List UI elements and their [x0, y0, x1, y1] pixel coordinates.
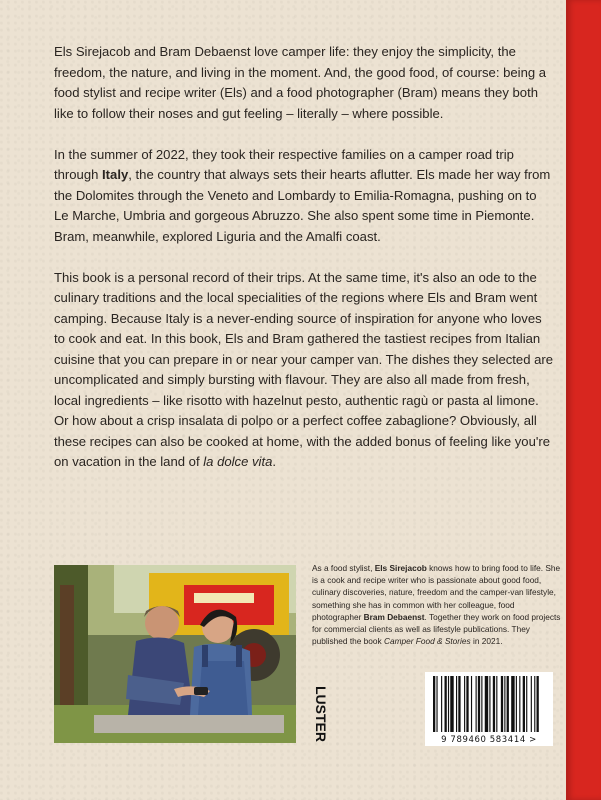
author-bio: As a food stylist, Els Sirejacob knows how to bring food to life. She is a cook and recipe writer who is passionate about good food, culinary discoveries, nature, freedom and the camper-van lifestyle, something she has in common with her colleague, food photographer Bram Debaenst. Together they work on food projects for commercial clients as well as lifestyle publications. They published the book Camper Food & Stories in 2021. — [312, 563, 561, 647]
publisher-logo-text: LUSTER — [313, 686, 329, 742]
author-photo-illustration — [54, 565, 296, 743]
author-name-els: Els Sirejacob — [374, 563, 427, 573]
author-name-bram: Bram Debaenst — [363, 611, 425, 622]
dolce-vita-italic: la dolce vita — [203, 454, 273, 469]
publisher-logo — [301, 685, 329, 743]
isbn-barcode — [425, 672, 553, 746]
blurb-paragraph-1: Els Sirejacob and Bram Debaenst love camper life: they enjoy the simplicity, the freedom, the nature, and living in the moment. And, the good food, of course: being a food stylist and recipe writer (Els) and a food photographer (Bram) means they both like to follow their noses and gut feeling – literally – where possible. — [54, 44, 547, 121]
barcode-bars — [425, 672, 553, 734]
italy-highlight: Italy — [102, 167, 129, 182]
cover-blurb — [54, 42, 554, 493]
author-photo — [54, 565, 296, 743]
blurb-paragraph-2: In the summer of 2022, they took their respective families on a camper road trip through Italy, the country that always sets their hearts aflutter. Els made her way from the Dolomites through the Veneto and Lombardy to Emilia-Romagna, pushing on to Le Marche, Umbria and gorgeous Abruzzo. She also spent some time in Piemonte. Bram, meanwhile, explored Liguria and the Amalfi coast. — [54, 146, 551, 244]
red-spine — [566, 0, 601, 800]
blurb-paragraph-3: This book is a personal record of their trips. At the same time, it's also an ode to the culinary traditions and the local specialities of the regions where Els and Bram went camping. Because Italy is a never-ending source of inspiration for anyone who loves to cook and eat. In this book, Els and Bram gathered the tastiest recipes from Italian cuisine that you can prepare in or near your camper van. The dishes they selected are uncomplicated and simply bursting with flavour. They are also all made from fresh, local ingredients – like risotto with hazelnut pesto, authentic ragù or pasta al limone. Or how about a crisp insalata di polpo or a perfect coffee zabaglione? Obviously, all these recipes can also be cooked at home, with the added bonus of feeling like you're on vacation in the land of la dolce vita. — [54, 269, 554, 469]
previous-book-title: Camper Food & Stories — [383, 636, 471, 647]
isbn-digits: 9 789460 583414 > — [441, 735, 537, 745]
